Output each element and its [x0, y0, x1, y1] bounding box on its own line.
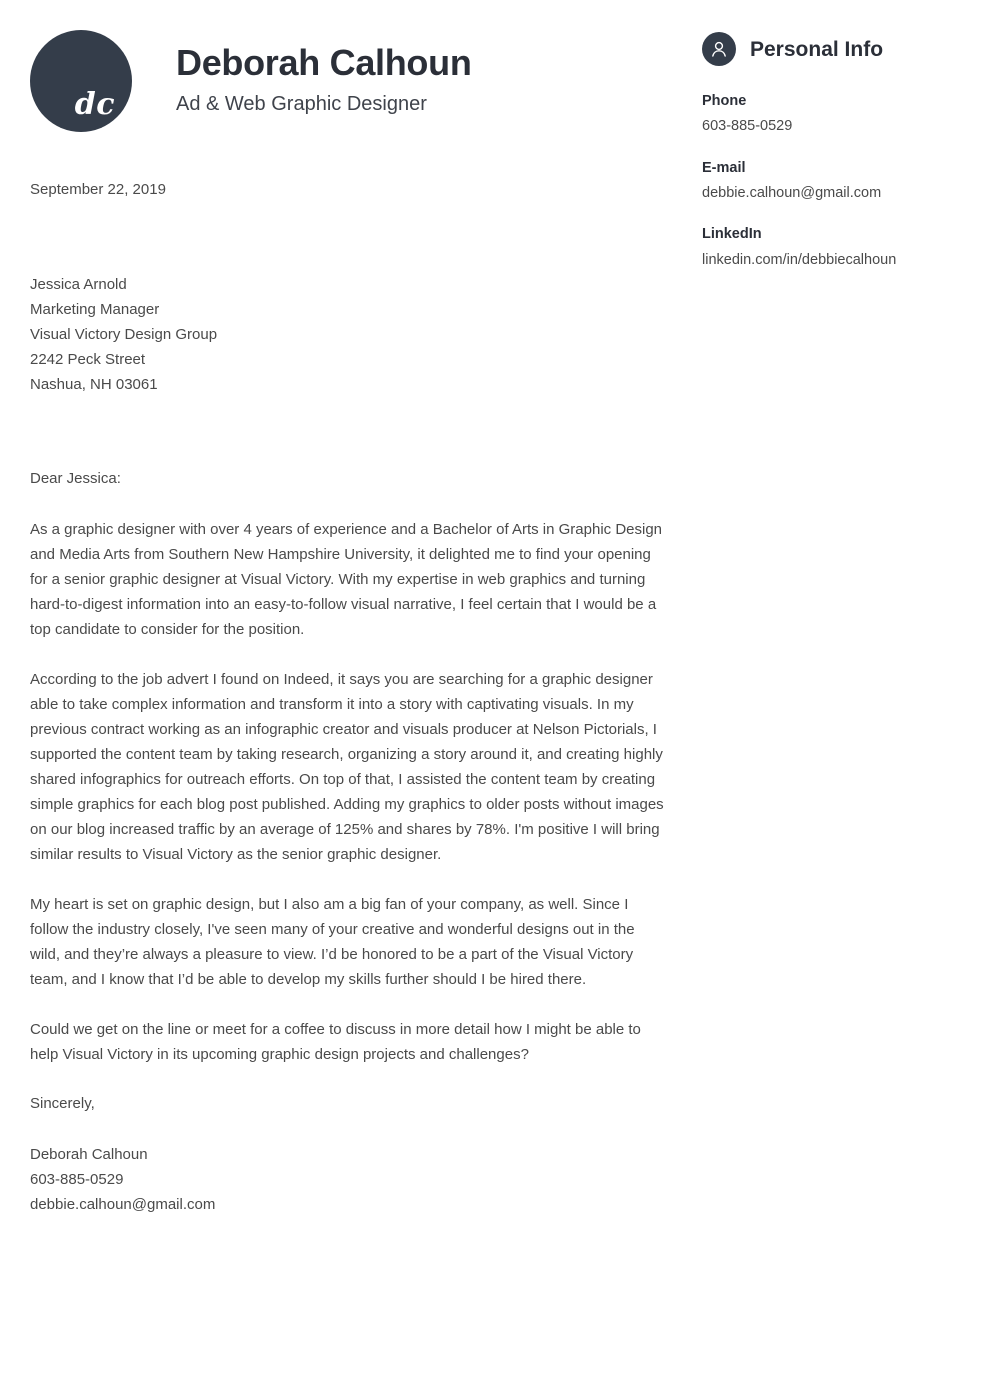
personal-info-title: Personal Info: [750, 37, 884, 61]
closing-salutation: Sincerely,: [30, 1095, 95, 1112]
info-value: debbie.calhoun@gmail.com: [702, 185, 882, 202]
personal-info-header: [702, 32, 960, 66]
letterhead: [30, 28, 666, 133]
recipient-address-block: [30, 272, 666, 397]
info-label: LinkedIn: [702, 226, 762, 243]
recipient-company: Visual Victory Design Group: [30, 326, 218, 343]
recipient-role: Marketing Manager: [30, 301, 160, 318]
body-paragraph: My heart is set on graphic design, but I also am a big fan of your company, as well. Since I follow the industry closely, I've seen many of your creative and wonderful designs out in the wild, and they’re always a pleasure to view. I’d be honored to be a part of the Visual Victory team, and I know that I’d be able to develop my skills further should I be hired there.: [30, 896, 635, 988]
signature-phone: 603-885-0529: [30, 1171, 124, 1188]
letter-main-column: [30, 28, 666, 1217]
person-icon: [702, 32, 736, 66]
signature-block: [30, 1142, 666, 1217]
info-item-email: [702, 157, 960, 206]
info-value: 603-885-0529: [702, 118, 793, 135]
body-paragraph: Could we get on the line or meet for a coffee to discuss in more detail how I might be able to help Visual Victory in its upcoming graphic design projects and challenges?: [30, 1021, 641, 1063]
candidate-job-title: Ad & Web Graphic Designer: [176, 93, 427, 116]
recipient-street: 2242 Peck Street: [30, 351, 146, 368]
recipient-name: Jessica Arnold: [30, 276, 127, 293]
letter-body: [30, 517, 666, 1067]
info-label: E-mail: [702, 159, 746, 176]
avatar: [30, 30, 132, 132]
letter-date: September 22, 2019: [30, 181, 166, 198]
signature-email: debbie.calhoun@gmail.com: [30, 1196, 216, 1213]
avatar-monogram: dc: [74, 86, 115, 122]
recipient-city-state-zip: Nashua, NH 03061: [30, 376, 158, 393]
name-block: [176, 43, 472, 118]
info-label: Phone: [702, 93, 747, 109]
candidate-name: Deborah Calhoun: [176, 41, 472, 83]
signature-name: Deborah Calhoun: [30, 1146, 148, 1163]
info-item-linkedin: [702, 223, 960, 272]
personal-info-sidebar: [702, 32, 960, 290]
body-paragraph: According to the job advert I found on Indeed, it says you are searching for a graphic designer able to take complex information and transform it into a story with captivating visuals. In my previous contract working as an infographic creator and visuals producer at Nelson Pictorials, I supported the content team by taking research, organizing a story around it, and creating highly shared infographics for outreach efforts. On top of that, I assisted the content team by creating simple graphics for each blog post published. Adding my graphics to older posts without images on our blog increased traffic by an average of 125% and shares by 78%. I'm positive I will bring similar results to Visual Victory as the senior graphic designer.: [30, 671, 664, 863]
info-value: linkedin.com/in/debbiecalhoun: [702, 251, 897, 268]
info-item-phone: [702, 90, 960, 139]
body-paragraph: As a graphic designer with over 4 years of experience and a Bachelor of Arts in Graphic Design and Media Arts from Southern New Hampshire University, it delighted me to find your opening for a senior graphic designer at Visual Victory. With my expertise in web graphics and turning hard-to-digest information into an easy-to-follow visual narrative, I feel certain that I would be a top candidate to consider for the position.: [30, 521, 663, 638]
salutation: Dear Jessica:: [30, 470, 121, 487]
